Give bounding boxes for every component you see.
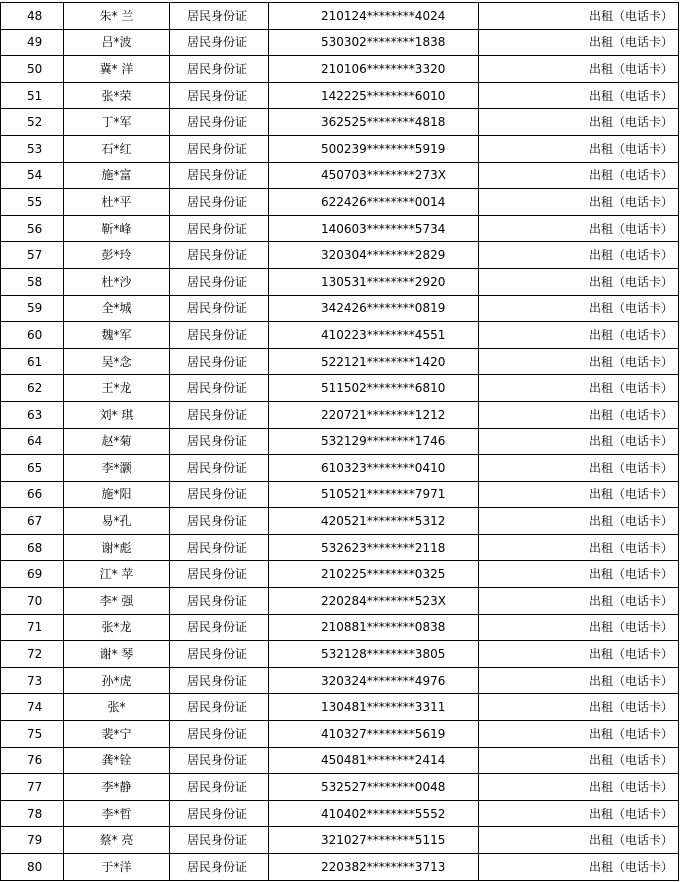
usage-cell: 出租（电话卡） [479, 827, 679, 854]
id-type-cell: 居民身份证 [170, 694, 269, 721]
name-cell: 谢* 琴 [64, 641, 170, 668]
row-number-cell: 70 [1, 588, 64, 615]
row-number-cell: 71 [1, 614, 64, 641]
id-number-cell: 362525********4818 [269, 109, 479, 136]
usage-cell: 出租（电话卡） [479, 401, 679, 428]
table-row [1, 455, 679, 482]
table-row [1, 667, 679, 694]
id-number-cell: 220721********1212 [269, 401, 479, 428]
name-cell: 杜*平 [64, 189, 170, 216]
id-number-cell: 532128********3805 [269, 641, 479, 668]
name-cell: 靳*峰 [64, 215, 170, 242]
name-cell: 彭*玲 [64, 242, 170, 269]
name-cell: 龚*铨 [64, 747, 170, 774]
id-number-cell: 130531********2920 [269, 268, 479, 295]
id-type-cell: 居民身份证 [170, 428, 269, 455]
table-row [1, 747, 679, 774]
row-number-cell: 60 [1, 322, 64, 349]
id-type-cell: 居民身份证 [170, 109, 269, 136]
id-type-cell: 居民身份证 [170, 588, 269, 615]
row-number-cell: 73 [1, 667, 64, 694]
records-table-body [1, 3, 679, 881]
name-cell: 李* 强 [64, 588, 170, 615]
id-number-cell: 130481********3311 [269, 694, 479, 721]
usage-cell: 出租（电话卡） [479, 268, 679, 295]
name-cell: 石*红 [64, 135, 170, 162]
id-number-cell: 610323********0410 [269, 455, 479, 482]
usage-cell: 出租（电话卡） [479, 641, 679, 668]
table-row [1, 268, 679, 295]
name-cell: 刘* 琪 [64, 401, 170, 428]
table-row [1, 215, 679, 242]
id-number-cell: 320324********4976 [269, 667, 479, 694]
name-cell: 全*城 [64, 295, 170, 322]
id-type-cell: 居民身份证 [170, 455, 269, 482]
table-row [1, 295, 679, 322]
name-cell: 王*龙 [64, 375, 170, 402]
table-row [1, 109, 679, 136]
table-row [1, 82, 679, 109]
id-number-cell: 140603********5734 [269, 215, 479, 242]
table-row [1, 534, 679, 561]
id-type-cell: 居民身份证 [170, 827, 269, 854]
usage-cell: 出租（电话卡） [479, 428, 679, 455]
row-number-cell: 62 [1, 375, 64, 402]
table-row [1, 721, 679, 748]
usage-cell: 出租（电话卡） [479, 721, 679, 748]
id-number-cell: 210106********3320 [269, 56, 479, 83]
id-type-cell: 居民身份证 [170, 295, 269, 322]
row-number-cell: 58 [1, 268, 64, 295]
usage-cell: 出租（电话卡） [479, 774, 679, 801]
id-type-cell: 居民身份证 [170, 747, 269, 774]
id-number-cell: 210881********0838 [269, 614, 479, 641]
table-row [1, 428, 679, 455]
id-type-cell: 居民身份证 [170, 135, 269, 162]
name-cell: 张*龙 [64, 614, 170, 641]
table-row [1, 189, 679, 216]
table-row [1, 774, 679, 801]
table-row [1, 588, 679, 615]
records-table [0, 2, 679, 881]
row-number-cell: 59 [1, 295, 64, 322]
table-row [1, 854, 679, 881]
row-number-cell: 49 [1, 29, 64, 56]
name-cell: 赵*菊 [64, 428, 170, 455]
row-number-cell: 65 [1, 455, 64, 482]
table-row [1, 694, 679, 721]
row-number-cell: 52 [1, 109, 64, 136]
name-cell: 裴*宁 [64, 721, 170, 748]
row-number-cell: 75 [1, 721, 64, 748]
usage-cell: 出租（电话卡） [479, 3, 679, 30]
table-row [1, 614, 679, 641]
id-number-cell: 410402********5552 [269, 800, 479, 827]
usage-cell: 出租（电话卡） [479, 189, 679, 216]
table-row [1, 561, 679, 588]
usage-cell: 出租（电话卡） [479, 215, 679, 242]
id-number-cell: 410327********5619 [269, 721, 479, 748]
name-cell: 李*灏 [64, 455, 170, 482]
id-type-cell: 居民身份证 [170, 641, 269, 668]
id-number-cell: 320304********2829 [269, 242, 479, 269]
id-type-cell: 居民身份证 [170, 667, 269, 694]
table-row [1, 3, 679, 30]
id-number-cell: 220284********523X [269, 588, 479, 615]
id-type-cell: 居民身份证 [170, 721, 269, 748]
name-cell: 朱* 兰 [64, 3, 170, 30]
usage-cell: 出租（电话卡） [479, 614, 679, 641]
id-type-cell: 居民身份证 [170, 561, 269, 588]
id-type-cell: 居民身份证 [170, 322, 269, 349]
row-number-cell: 54 [1, 162, 64, 189]
table-row [1, 322, 679, 349]
row-number-cell: 69 [1, 561, 64, 588]
name-cell: 蔡* 亮 [64, 827, 170, 854]
row-number-cell: 76 [1, 747, 64, 774]
table-row [1, 375, 679, 402]
row-number-cell: 56 [1, 215, 64, 242]
id-number-cell: 532623********2118 [269, 534, 479, 561]
usage-cell: 出租（电话卡） [479, 348, 679, 375]
name-cell: 张*荣 [64, 82, 170, 109]
name-cell: 丁*军 [64, 109, 170, 136]
id-type-cell: 居民身份证 [170, 56, 269, 83]
name-cell: 施*阳 [64, 481, 170, 508]
id-number-cell: 511502********6810 [269, 375, 479, 402]
row-number-cell: 79 [1, 827, 64, 854]
usage-cell: 出租（电话卡） [479, 588, 679, 615]
row-number-cell: 64 [1, 428, 64, 455]
name-cell: 吴*念 [64, 348, 170, 375]
id-number-cell: 532527********0048 [269, 774, 479, 801]
usage-cell: 出租（电话卡） [479, 534, 679, 561]
id-type-cell: 居民身份证 [170, 800, 269, 827]
id-type-cell: 居民身份证 [170, 401, 269, 428]
usage-cell: 出租（电话卡） [479, 82, 679, 109]
row-number-cell: 55 [1, 189, 64, 216]
usage-cell: 出租（电话卡） [479, 375, 679, 402]
table-row [1, 641, 679, 668]
usage-cell: 出租（电话卡） [479, 29, 679, 56]
id-number-cell: 210124********4024 [269, 3, 479, 30]
usage-cell: 出租（电话卡） [479, 295, 679, 322]
id-type-cell: 居民身份证 [170, 854, 269, 881]
id-number-cell: 510521********7971 [269, 481, 479, 508]
id-number-cell: 450481********2414 [269, 747, 479, 774]
id-type-cell: 居民身份证 [170, 189, 269, 216]
row-number-cell: 57 [1, 242, 64, 269]
usage-cell: 出租（电话卡） [479, 322, 679, 349]
id-type-cell: 居民身份证 [170, 3, 269, 30]
table-row [1, 162, 679, 189]
row-number-cell: 77 [1, 774, 64, 801]
usage-cell: 出租（电话卡） [479, 135, 679, 162]
table-row [1, 508, 679, 535]
usage-cell: 出租（电话卡） [479, 747, 679, 774]
id-number-cell: 342426********0819 [269, 295, 479, 322]
id-type-cell: 居民身份证 [170, 242, 269, 269]
id-number-cell: 220382********3713 [269, 854, 479, 881]
table-row [1, 800, 679, 827]
table-row [1, 56, 679, 83]
id-type-cell: 居民身份证 [170, 268, 269, 295]
usage-cell: 出租（电话卡） [479, 561, 679, 588]
id-number-cell: 532129********1746 [269, 428, 479, 455]
row-number-cell: 51 [1, 82, 64, 109]
name-cell: 冀* 洋 [64, 56, 170, 83]
name-cell: 杜*沙 [64, 268, 170, 295]
id-type-cell: 居民身份证 [170, 534, 269, 561]
name-cell: 于*洋 [64, 854, 170, 881]
name-cell: 谢*彪 [64, 534, 170, 561]
name-cell: 江* 苹 [64, 561, 170, 588]
row-number-cell: 68 [1, 534, 64, 561]
usage-cell: 出租（电话卡） [479, 508, 679, 535]
id-number-cell: 420521********5312 [269, 508, 479, 535]
row-number-cell: 63 [1, 401, 64, 428]
usage-cell: 出租（电话卡） [479, 694, 679, 721]
id-number-cell: 530302********1838 [269, 29, 479, 56]
name-cell: 施*富 [64, 162, 170, 189]
row-number-cell: 48 [1, 3, 64, 30]
table-row [1, 135, 679, 162]
id-type-cell: 居民身份证 [170, 774, 269, 801]
id-number-cell: 142225********6010 [269, 82, 479, 109]
table-row [1, 401, 679, 428]
id-number-cell: 410223********4551 [269, 322, 479, 349]
usage-cell: 出租（电话卡） [479, 481, 679, 508]
row-number-cell: 67 [1, 508, 64, 535]
id-type-cell: 居民身份证 [170, 162, 269, 189]
usage-cell: 出租（电话卡） [479, 455, 679, 482]
usage-cell: 出租（电话卡） [479, 162, 679, 189]
name-cell: 吕*波 [64, 29, 170, 56]
row-number-cell: 80 [1, 854, 64, 881]
table-row [1, 827, 679, 854]
name-cell: 孙*虎 [64, 667, 170, 694]
id-number-cell: 522121********1420 [269, 348, 479, 375]
name-cell: 易*孔 [64, 508, 170, 535]
name-cell: 李*哲 [64, 800, 170, 827]
table-row [1, 242, 679, 269]
id-type-cell: 居民身份证 [170, 508, 269, 535]
row-number-cell: 50 [1, 56, 64, 83]
row-number-cell: 74 [1, 694, 64, 721]
id-number-cell: 321027********5115 [269, 827, 479, 854]
usage-cell: 出租（电话卡） [479, 242, 679, 269]
row-number-cell: 53 [1, 135, 64, 162]
name-cell: 魏*军 [64, 322, 170, 349]
table-row [1, 481, 679, 508]
row-number-cell: 61 [1, 348, 64, 375]
table-row [1, 29, 679, 56]
usage-cell: 出租（电话卡） [479, 109, 679, 136]
row-number-cell: 78 [1, 800, 64, 827]
row-number-cell: 72 [1, 641, 64, 668]
usage-cell: 出租（电话卡） [479, 56, 679, 83]
id-type-cell: 居民身份证 [170, 29, 269, 56]
id-type-cell: 居民身份证 [170, 481, 269, 508]
usage-cell: 出租（电话卡） [479, 667, 679, 694]
row-number-cell: 66 [1, 481, 64, 508]
id-number-cell: 622426********0014 [269, 189, 479, 216]
id-type-cell: 居民身份证 [170, 215, 269, 242]
id-number-cell: 210225********0325 [269, 561, 479, 588]
id-type-cell: 居民身份证 [170, 614, 269, 641]
name-cell: 李*静 [64, 774, 170, 801]
id-type-cell: 居民身份证 [170, 82, 269, 109]
usage-cell: 出租（电话卡） [479, 854, 679, 881]
name-cell: 张* [64, 694, 170, 721]
table-row [1, 348, 679, 375]
id-number-cell: 500239********5919 [269, 135, 479, 162]
id-number-cell: 450703********273X [269, 162, 479, 189]
usage-cell: 出租（电话卡） [479, 800, 679, 827]
id-type-cell: 居民身份证 [170, 375, 269, 402]
id-type-cell: 居民身份证 [170, 348, 269, 375]
